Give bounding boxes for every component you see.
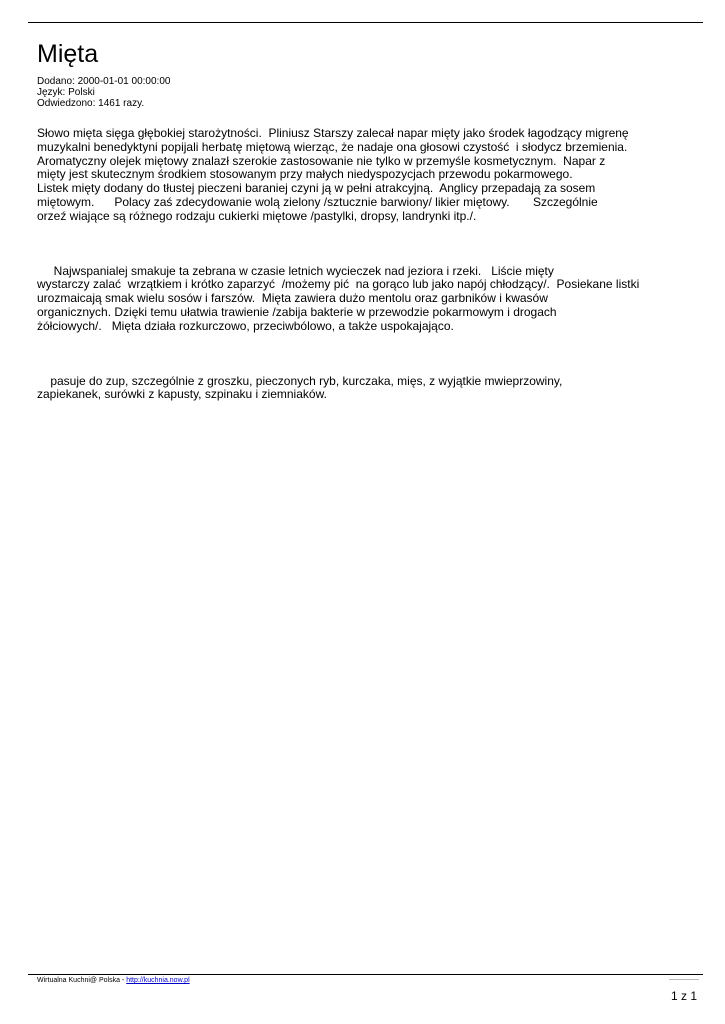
article-meta [37,76,170,109]
meta-visits: Odwiedzono: 1461 razy. [37,98,145,109]
article-body [37,127,667,402]
text-line: orzeź wiające są różnego rodzaju cukierki miętowe /pastylki, dropsy, landrynki itp./. [37,208,477,223]
text-line: muzykalni benedyktyni popijali herbatę miętową wierząc, że nadaje ona głosowi czystość i słodycz brzemienia. [37,139,628,154]
text-line: urozmaicają smak wielu sosów i farszów. Mięta zawiera dużo mentolu oraz garbników i kwasów [37,291,548,306]
page-number-rule [669,979,699,980]
page-title: Mięta [37,40,99,68]
text-line: żółciowych/. Mięta działa rozkurczowo, przeciwbólowo, a także uspokajająco. [37,318,454,333]
text-line: miętowym. Polacy zaś zdecydowanie wolą zielony /sztucznie barwiony/ likier miętowy. Szczególnie [37,194,598,209]
paragraph-properties [37,265,667,334]
footer-site-link[interactable]: http://kuchnia.now.pl [126,977,190,984]
text-line: Aromatyczny olejek miętowy znalazł szerokie zastosowanie nie tylko w przemyśle kosmetycznym. Napar z [37,153,606,168]
text-line: pasuje do zup, szczególnie z groszku, pieczonych ryb, kurczaka, mięs, z wyjątkie mwieprzowiny, [37,373,563,388]
footer-site-name: Wirtualna Kuchni@ Polska - [37,977,127,984]
meta-language: Język: Polski [37,87,95,98]
meta-added: Dodano: 2000-01-01 00:00:00 [37,76,171,87]
text-line: Listek mięty dodany do tłustej pieczeni baraniej czyni ją w pełni atrakcyjną. Anglicy przepadają za sosem [37,181,596,196]
text-line: Najwspanialej smakuje ta zebrana w czasie letnich wycieczek nad jeziora i rzeki. Liście mięty [37,263,554,278]
footer-rule [28,974,703,975]
paragraph-history [37,127,667,224]
text-line: mięty jest skutecznym środkiem stosowanym przy małych niedyspozycjach przewodu pokarmowego. [37,167,573,182]
text-line: wystarczy zalać wrzątkiem i krótko zaparzyć /możemy pić na gorąco lub jako napój chłodzący/. Posiekane listki [37,277,640,292]
header-rule [28,22,703,23]
text-line: Słowo mięta sięga głębokiej starożytności. Pliniusz Starszy zalecał napar mięty jako środek łagodzący migrenę [37,126,629,140]
text-line: organicznych. Dzięki temu ułatwia trawienie /zabija bakterie w przewodzie pokarmowym i drogach [37,304,557,319]
text-line: zapiekanek, surówki z kapusty, szpinaku i ziemniaków. [37,387,327,402]
paragraph-usage [37,375,667,403]
footer-site [37,976,190,985]
page-number: 1 z 1 [670,989,697,1003]
